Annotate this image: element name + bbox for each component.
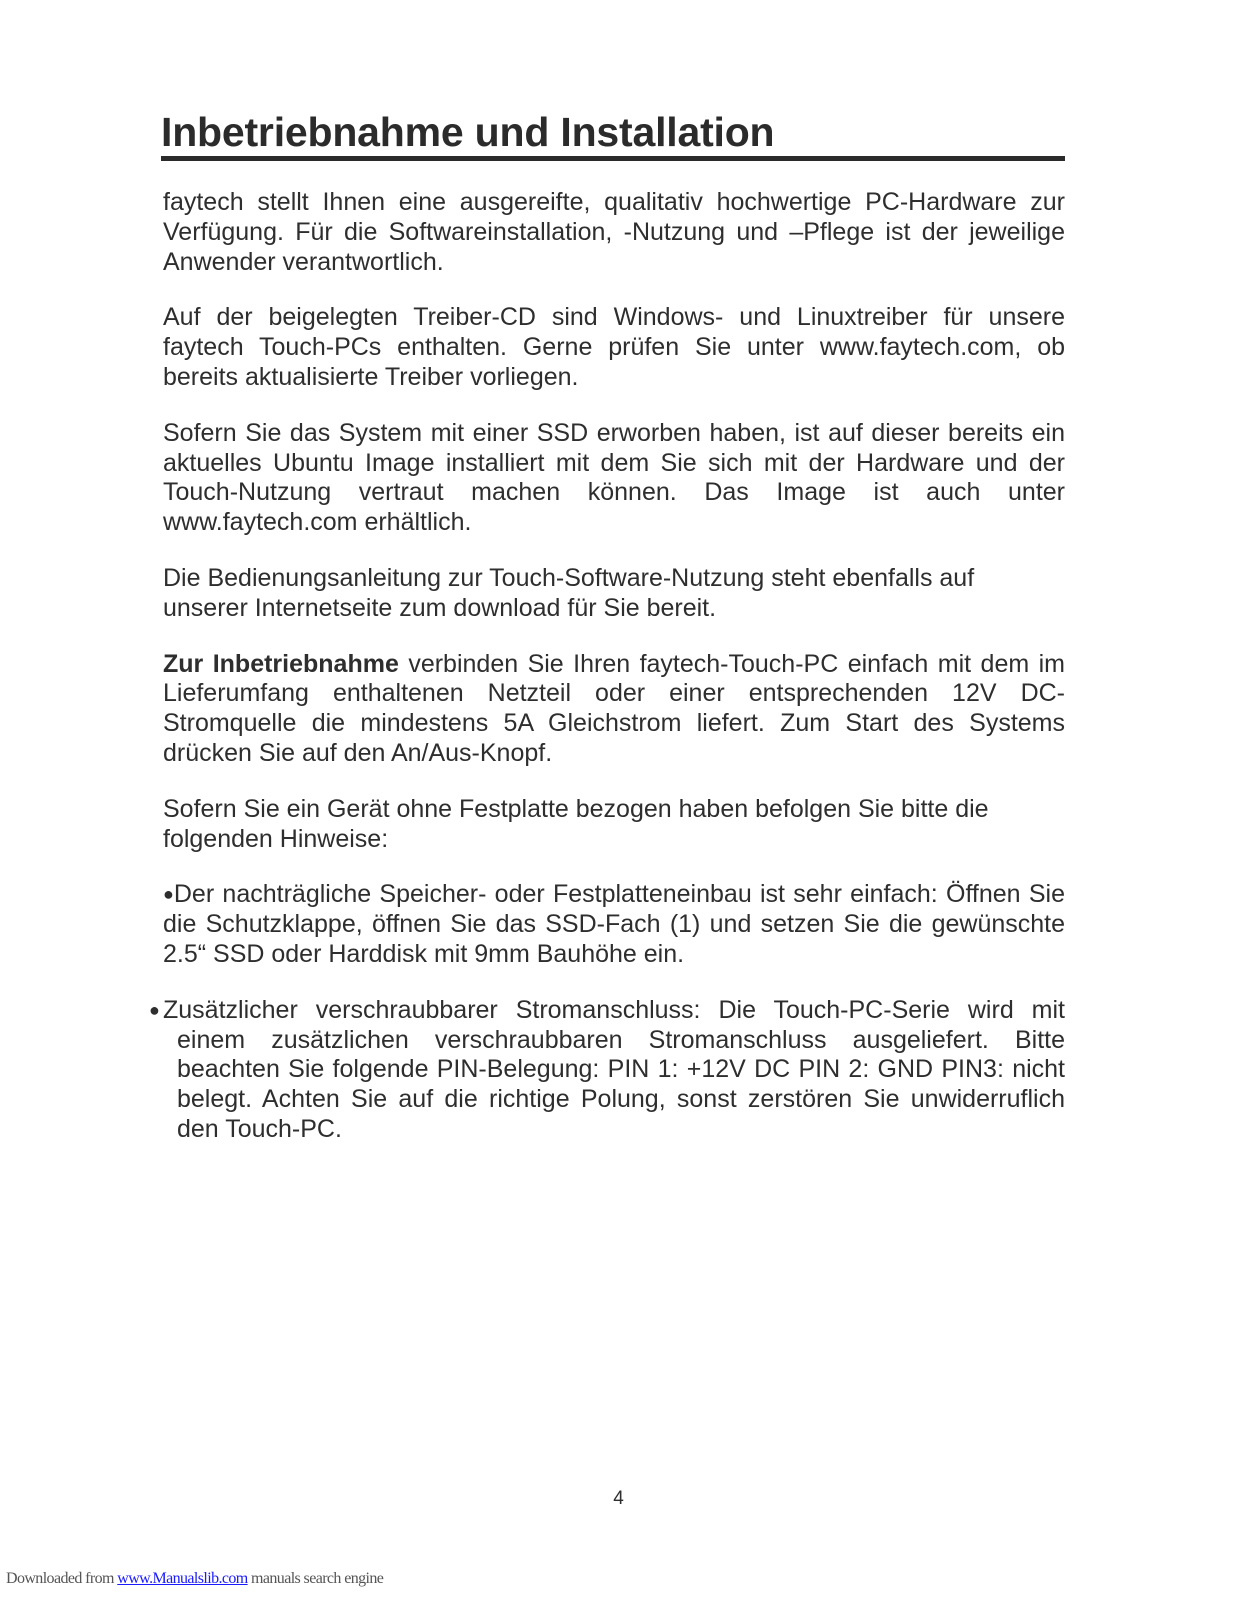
startup-lead-text: Zur Inbetriebnahme [163,649,399,678]
title-underline [161,156,1065,161]
list-item-power-text: Zusätzlicher verschraubbarer Stromanschluss: Die Touch-PC-Serie wird mit einem zusätzlichen verschraubbaren Stromanschluss ausgeliefert. Bitte beachten Sie folgende PIN-Belegung: PIN 1: +12V DC PIN 2: GND PIN3: nicht belegt. Achten Sie auf die richtige Polung, sonst zerstören Sie unwiderruflich den Touch-PC. [163,995,1065,1143]
footer-prefix: Downloaded from [6,1570,118,1587]
paragraph-startup [163,650,1065,769]
startup-body-text: verbinden Sie Ihren faytech-Touch-PC einfach mit dem im Lieferumfang enthaltenen Netzteil oder einer entsprechenden 12V DC-Stromquelle die mindestens 5A Gleichstrom liefert. Zum Start des Systems drücken Sie auf den An/Aus-Knopf. [163,649,1065,767]
list-item-storage-text: Der nachträgliche Speicher- oder Festplatteneinbau ist sehr einfach: Öffnen Sie die Schutzklappe, öffnen Sie das SSD-Fach (1) und setzen Sie die gewünschte 2.5“ SSD oder Harddisk mit 9mm Bauhöhe ein. [163,880,1065,968]
download-footer [6,1570,383,1588]
paragraph-manual: Die Bedienungsanleitung zur Touch-Software-Nutzung steht ebenfalls auf unserer Internetseite zum download für Sie bereit. [163,563,975,622]
document-body [149,188,1065,1171]
page-title: Inbetriebnahme und Installation [161,109,775,155]
paragraph-ssd-image: Sofern Sie das System mit einer SSD erworben haben, ist auf dieser bereits ein aktuelles Ubuntu Image installiert mit dem Sie sich mit der Hardware und der Touch-Nutzung vertraut machen können. Das Image ist auch unter www.faytech.com erhältlich. [163,418,1065,537]
list-item-power: ● Zusätzlicher verschraubbarer Stromanschluss: Die Touch-PC-Serie wird mit einem zusätzlichen verschraubbaren Stromanschluss ausgeliefert. Bitte beachten Sie folgende PIN-Belegung: PIN 1: +12V DC PIN 2: GND PIN3: nicht belegt. Achten Sie auf die richtige Polung, sonst zerstören Sie unwiderruflich den Touch-PC. [149,995,1065,1143]
list-item-storage [163,880,1065,969]
page-number: 4 [613,1488,624,1509]
paragraph-intro: faytech stellt Ihnen eine ausgereifte, qualitativ hochwertige PC-Hardware zur Verfügung. Für die Softwareinstallation, -Nutzung und –Pflege ist der jeweilige Anwender verantwortlich. [163,188,1065,276]
bullet-icon: ● [163,884,174,905]
footer-suffix: manuals search engine [247,1570,384,1587]
paragraph-drivers: Auf der beigelegten Treiber-CD sind Windows- und Linuxtreiber für unsere faytech Touch-PCs enthalten. Gerne prüfen Sie unter www.faytech.com, ob bereits aktualisierte Treiber vorliegen. [163,303,1065,391]
manualslib-link[interactable]: www.Manualslib.com [117,1570,248,1587]
paragraph-no-disk: Sofern Sie ein Gerät ohne Festplatte bezogen haben befolgen Sie bitte die folgenden Hinweise: [163,794,989,853]
